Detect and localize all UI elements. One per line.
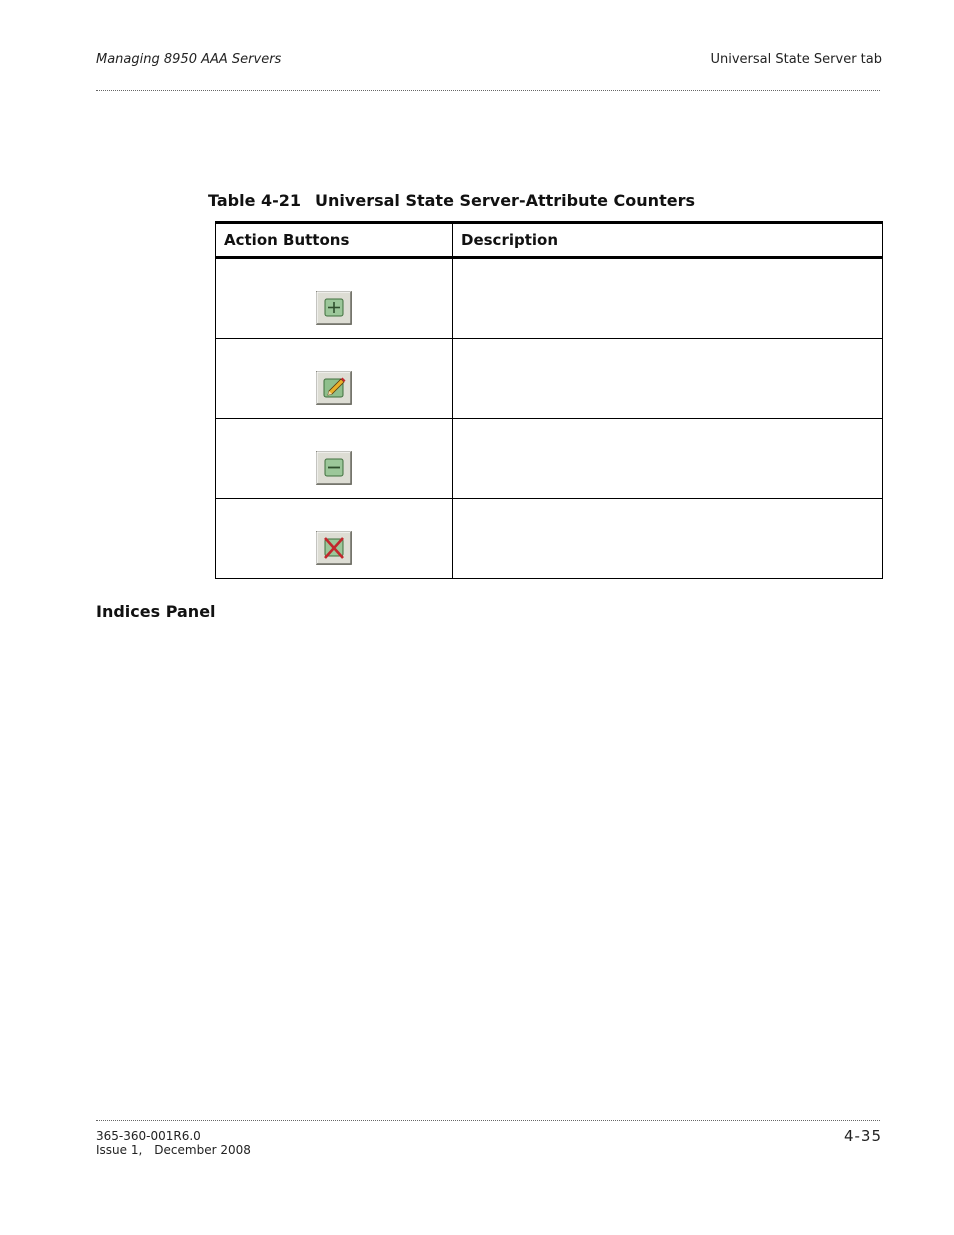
footer-issue-line: [96, 1143, 251, 1157]
column-header-action-buttons: Action Buttons: [216, 223, 453, 258]
table-caption: [208, 191, 695, 210]
delete-icon: [316, 531, 352, 565]
description-cell: [453, 258, 883, 339]
table-row: [216, 339, 883, 419]
add-icon: [316, 291, 352, 325]
page-number: 4-35: [843, 1127, 882, 1145]
description-cell: [453, 339, 883, 419]
running-header-title: Managing 8950 AAA Servers: [96, 52, 282, 67]
footer-doc-info: [96, 1129, 251, 1157]
footer-issue: Issue 1,: [96, 1143, 143, 1157]
table-caption-title: Universal State Server-Attribute Counters: [315, 191, 695, 210]
table-header-row: [216, 223, 883, 258]
header-divider: [96, 90, 880, 91]
footer-divider: [96, 1120, 880, 1121]
column-header-description: Description: [453, 223, 883, 258]
footer-date: December 2008: [154, 1143, 251, 1157]
description-cell: [453, 419, 883, 499]
action-button-cell: [216, 499, 453, 579]
table-row: [216, 419, 883, 499]
description-cell: [453, 499, 883, 579]
edit-icon: [316, 371, 352, 405]
table-caption-number: Table 4-21: [208, 191, 302, 210]
table-row: [216, 499, 883, 579]
running-header-section: Universal State Server tab: [710, 52, 882, 67]
section-heading: Indices Panel: [96, 602, 216, 621]
action-button-cell: [216, 339, 453, 419]
action-button-cell: [216, 419, 453, 499]
action-button-cell: [216, 258, 453, 339]
footer-doc-number: 365-360-001R6.0: [96, 1129, 201, 1143]
remove-icon: [316, 451, 352, 485]
attribute-counters-table: [215, 221, 883, 579]
table-row: [216, 258, 883, 339]
